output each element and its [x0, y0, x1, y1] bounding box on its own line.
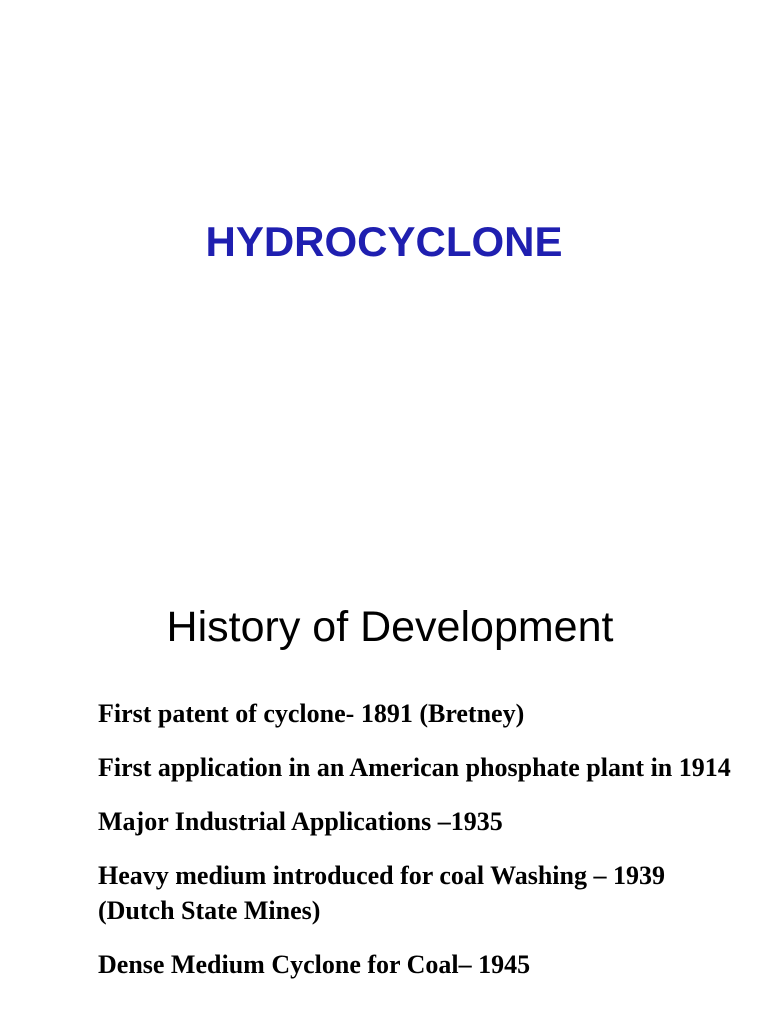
- history-item: Dense Medium Cyclone for Coal– 1945: [98, 950, 531, 979]
- history-item: Heavy medium introduced for coal Washing – 1939 (Dutch State Mines): [98, 861, 665, 925]
- section-heading: History of Development: [166, 603, 614, 651]
- history-list: [98, 696, 738, 1001]
- history-item: First patent of cyclone- 1891 (Bretney): [98, 699, 525, 728]
- history-item: First application in an American phosphate plant in 1914: [98, 753, 731, 782]
- history-item: Major Industrial Applications –1935: [98, 807, 503, 836]
- page-title: HYDROCYCLONE: [205, 218, 563, 265]
